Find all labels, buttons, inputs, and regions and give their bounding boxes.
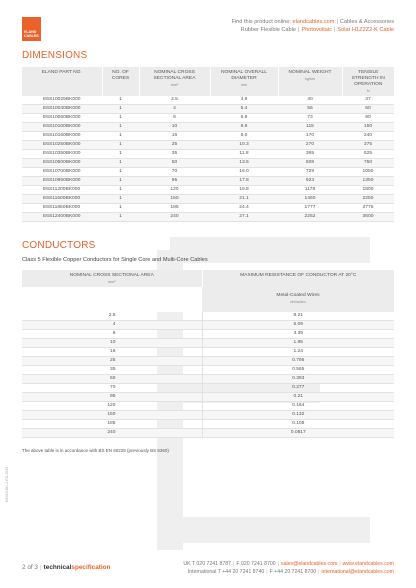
table-cell: 0.132	[202, 411, 394, 420]
header-area-cond: NOMINAL CROSS SECTIONAL AREA mm²	[22, 270, 202, 287]
table-cell: 50	[139, 159, 210, 168]
table-row	[22, 159, 394, 168]
table-cell: 1	[102, 123, 139, 132]
table-cell: 750	[342, 159, 394, 168]
conductors-table	[22, 270, 394, 438]
logo-line1: ELAND	[24, 30, 37, 34]
table-cell: 2.5	[22, 312, 202, 321]
table-cell: 3.39	[202, 330, 394, 339]
table-row	[22, 213, 394, 222]
table-row	[22, 348, 394, 357]
table-row	[22, 186, 394, 195]
table-row	[22, 411, 394, 420]
uk-fax: F 020 7241 8700	[236, 561, 276, 567]
table-cell: 8.21	[202, 312, 394, 321]
conductors-header-row	[22, 270, 394, 287]
table-cell: 2.5	[139, 96, 210, 105]
table-row	[22, 402, 394, 411]
table-row	[22, 384, 394, 393]
header-weight: NOMINAL WEIGHT kg/km	[278, 67, 342, 96]
table-cell: 5.4	[210, 105, 278, 114]
table-row	[22, 204, 394, 213]
table-row	[22, 420, 394, 429]
table-row	[22, 114, 394, 123]
table-cell: 0.21	[202, 393, 394, 402]
table-cell: 10	[139, 123, 210, 132]
specification-label: specification	[71, 564, 111, 571]
dimensions-header-row	[22, 67, 394, 96]
dimensions-title: DIMENSIONS	[22, 50, 88, 61]
table-cell: E6S10250BK000	[22, 141, 102, 150]
table-cell: 56	[278, 105, 342, 114]
table-cell: 95	[139, 177, 210, 186]
table-cell: 150	[342, 123, 394, 132]
table-cell: 525	[342, 150, 394, 159]
table-cell: 73	[278, 114, 342, 123]
table-row	[22, 312, 394, 321]
table-cell: 0.108	[202, 420, 394, 429]
table-cell: 1800	[342, 186, 394, 195]
table-cell: 1777	[278, 204, 342, 213]
breadcrumb-solar-cable[interactable]: Solar H1Z2Z2-K Cable	[337, 27, 394, 33]
table-cell: 1.95	[202, 339, 394, 348]
table-cell: 1	[102, 150, 139, 159]
technical-label: technical	[43, 564, 72, 571]
table-cell: 25	[22, 357, 202, 366]
uk-phone[interactable]: T 020 7241 8787	[191, 561, 232, 567]
table-cell: 50	[22, 375, 202, 384]
table-row	[22, 195, 394, 204]
table-cell: 240	[22, 429, 202, 438]
table-cell: 1460	[278, 195, 342, 204]
header-part-no: ELAND PART NO.	[41, 70, 82, 75]
table-cell: 16.0	[210, 168, 278, 177]
table-cell: E6S11850BK000	[22, 204, 102, 213]
table-cell: 1	[102, 204, 139, 213]
table-cell: 4	[139, 105, 210, 114]
table-cell: 923	[278, 177, 342, 186]
table-row	[22, 177, 394, 186]
header-area: NOMINAL CROSS SECTIONAL AREA mm²	[139, 67, 210, 96]
table-cell: 3600	[342, 213, 394, 222]
table-row	[22, 321, 394, 330]
table-row	[22, 132, 394, 141]
table-cell: 1	[102, 195, 139, 204]
table-cell: 729	[278, 168, 342, 177]
table-row	[22, 123, 394, 132]
table-cell: 0.164	[202, 402, 394, 411]
table-cell: E6S10100BK000	[22, 123, 102, 132]
table-cell: 1	[102, 177, 139, 186]
table-row	[22, 375, 394, 384]
table-row	[22, 429, 394, 438]
table-cell: 11.8	[210, 150, 278, 159]
table-cell: 1350	[342, 177, 394, 186]
table-cell: 150	[22, 411, 202, 420]
header-metal-coated: Metal-Coated Wires ohms/km	[202, 287, 394, 312]
conductors-subheader-row	[22, 287, 394, 312]
table-cell: 5.09	[202, 321, 394, 330]
table-cell: 16	[22, 348, 202, 357]
table-cell: 185	[22, 420, 202, 429]
eland-cables-logo[interactable]	[22, 17, 41, 41]
table-cell: E6S10040BK000	[22, 105, 102, 114]
table-cell: 90	[342, 114, 394, 123]
table-cell: 240	[342, 132, 394, 141]
table-cell: 35	[22, 366, 202, 375]
table-cell: 2252	[278, 213, 342, 222]
table-cell: E6S11500BK000	[22, 195, 102, 204]
table-cell: 6	[139, 114, 210, 123]
table-cell: 1	[102, 186, 139, 195]
table-cell: 120	[139, 186, 210, 195]
table-cell: 6	[22, 330, 202, 339]
table-cell: E6S10060BK000	[22, 114, 102, 123]
table-cell: 375	[342, 141, 394, 150]
logo-line2: CABLES	[24, 34, 39, 38]
table-row	[22, 168, 394, 177]
table-cell: 24.4	[210, 204, 278, 213]
table-cell: 150	[139, 195, 210, 204]
table-cell: 13.5	[210, 159, 278, 168]
table-cell: 1	[102, 168, 139, 177]
table-cell: 8.0	[210, 132, 278, 141]
contact-info: UK T 020 7241 8787 | F 020 7241 8700 | sales@elandcables.com | www.elandcables.com International T +44 20 7241 8740 | F +44 20 7241 8700 | international@elandcables.com	[183, 561, 394, 576]
intl-fax: F +44 20 7241 8700	[269, 569, 317, 576]
table-cell: 1	[102, 132, 139, 141]
table-cell: 0.795	[202, 357, 394, 366]
table-cell: E6S10700BK000	[22, 168, 102, 177]
table-cell: 0.393	[202, 375, 394, 384]
table-cell: 1.24	[202, 348, 394, 357]
table-cell: 1050	[342, 168, 394, 177]
header-cores: NO. OF CORES	[102, 67, 139, 96]
table-cell: E6S11200BK000	[22, 186, 102, 195]
table-cell: 2775	[342, 204, 394, 213]
header-tensile: TENSILE STRENGTH IN OPERATION N	[342, 67, 394, 96]
table-cell: 2250	[342, 195, 394, 204]
table-cell: 1	[102, 105, 139, 114]
table-cell: 4.9	[210, 96, 278, 105]
table-row	[22, 393, 394, 402]
table-cell: 19.8	[210, 186, 278, 195]
table-cell: 95	[22, 393, 202, 402]
table-cell: 1	[102, 114, 139, 123]
table-row	[22, 105, 394, 114]
table-cell: 508	[278, 159, 342, 168]
table-cell: 115	[278, 123, 342, 132]
document-code: E6S10-BK-2-ED-2019	[5, 466, 9, 502]
table-cell: E6S12400BK000	[22, 213, 102, 222]
breadcrumb-photovoltaic[interactable]: Photovoltaic	[301, 27, 332, 33]
table-cell: 1	[102, 159, 139, 168]
table-cell: 5.9	[210, 114, 278, 123]
site-link[interactable]: elandcables.com	[292, 19, 335, 25]
table-cell: 16	[139, 132, 210, 141]
table-cell: E6S10950BK000	[22, 177, 102, 186]
table-cell: 70	[139, 168, 210, 177]
table-cell: 60	[342, 105, 394, 114]
table-cell: 185	[139, 204, 210, 213]
table-cell: 365	[278, 150, 342, 159]
table-cell: 1178	[278, 186, 342, 195]
table-row	[22, 330, 394, 339]
table-cell: 10	[22, 339, 202, 348]
header-resistance: MAXIMUM RESISTANCE OF CONDUCTOR AT 20°C	[202, 270, 394, 287]
table-cell: 40	[278, 96, 342, 105]
table-cell: E6S10500BK000	[22, 159, 102, 168]
table-cell: 6.9	[210, 123, 278, 132]
conductors-subtitle: Class 5 Flexible Copper Conductors for Single Core and Multi-Core Cables	[22, 257, 208, 263]
table-cell: 0.565	[202, 366, 394, 375]
table-cell: 70	[22, 384, 202, 393]
uk-email-link[interactable]: sales@elandcables.com	[281, 561, 338, 567]
table-row	[22, 366, 394, 375]
table-cell: 170	[278, 132, 342, 141]
table-row	[22, 357, 394, 366]
table-row	[22, 96, 394, 105]
table-cell: 0.277	[202, 384, 394, 393]
table-cell: 4	[22, 321, 202, 330]
uk-web-link[interactable]: www.elandcables.com	[342, 561, 394, 567]
table-row	[22, 150, 394, 159]
table-cell: 21.1	[210, 195, 278, 204]
page-number: 2 of 3	[22, 564, 38, 571]
table-cell: 25	[139, 141, 210, 150]
table-row	[22, 141, 394, 150]
table-cell: 270	[278, 141, 342, 150]
intl-phone[interactable]: T +44 20 7241 8740	[217, 569, 265, 576]
page-info: 2 of 3 | technicalspecification	[22, 564, 111, 571]
intl-label: International	[187, 569, 217, 576]
header-diameter: NOMINAL OVERALL DIAMETER mm	[210, 67, 278, 96]
table-cell: 120	[22, 402, 202, 411]
conductors-title: CONDUCTORS	[22, 240, 96, 251]
table-cell: E6S10025BK000	[22, 96, 102, 105]
table-cell: 17.8	[210, 177, 278, 186]
table-cell: 1	[102, 96, 139, 105]
table-cell: 10.3	[210, 141, 278, 150]
table-cell: E6S10350BK000	[22, 150, 102, 159]
table-cell: 1	[102, 213, 139, 222]
category-link[interactable]: Cables & Accessories	[339, 19, 394, 25]
conductors-footnote: The above table is in accordance with BS EN 60228 (previously BS 6360)	[22, 448, 169, 453]
intl-email-link[interactable]: international@elandcables.com	[321, 569, 394, 576]
table-cell: 35	[139, 150, 210, 159]
table-cell: 240	[139, 213, 210, 222]
table-cell: 37	[342, 96, 394, 105]
table-cell: 0.0817	[202, 429, 394, 438]
uk-label: UK	[183, 561, 191, 567]
table-cell: 27.1	[210, 213, 278, 222]
find-online-label: Find this product online:	[231, 19, 291, 25]
header-info: Find this product online: elandcables.com | Cables & Accessories Rubber Flexible Cable | Photovoltaic | Solar H1Z2Z2-K Cable	[231, 19, 394, 33]
breadcrumb-rubber[interactable]: Rubber Flexible Cable	[240, 27, 297, 33]
table-cell: E6S10160BK000	[22, 132, 102, 141]
table-row	[22, 339, 394, 348]
table-cell: 1	[102, 141, 139, 150]
dimensions-table	[22, 67, 394, 222]
